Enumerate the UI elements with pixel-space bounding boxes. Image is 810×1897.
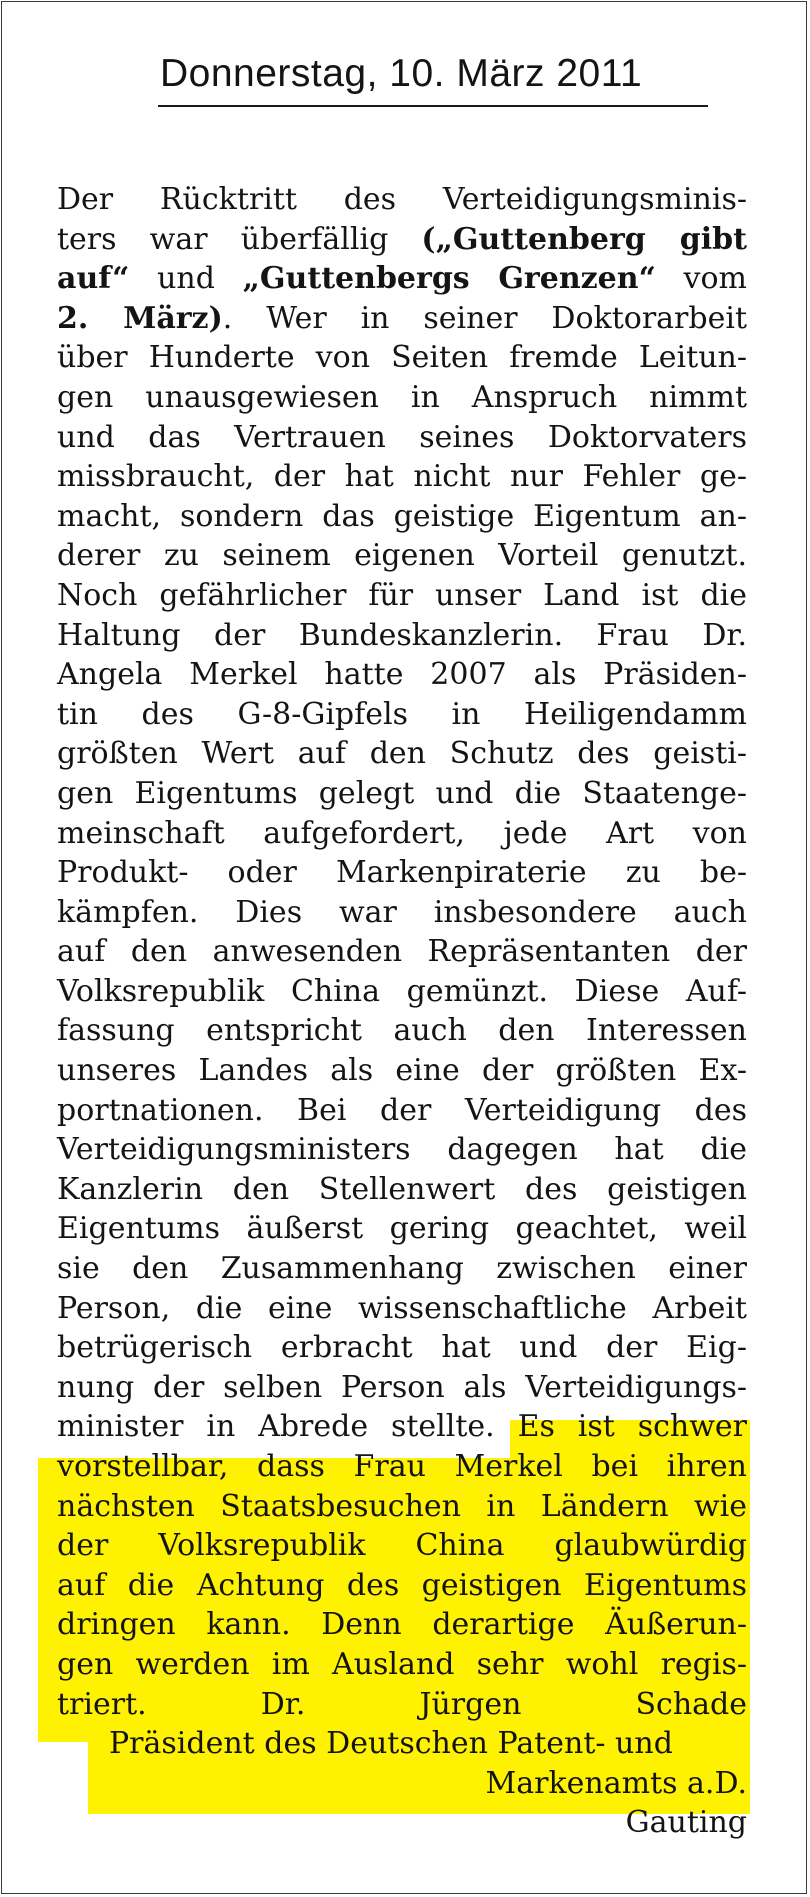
- letter-bold-text: 2. März): [57, 300, 223, 336]
- dateline: Donnerstag, 10. März 2011: [160, 52, 643, 95]
- letter-line: [57, 576, 747, 616]
- letter-text: gen unausgewiesen in Anspruch nimmt: [57, 379, 747, 415]
- letter-line: [57, 893, 747, 933]
- letter-body: [57, 180, 747, 1843]
- letter-text: Angela Merkel hatte 2007 als Präsiden-: [57, 657, 747, 693]
- letter-text: Produkt- oder Markenpiraterie zu be-: [57, 855, 747, 891]
- letter-line: [57, 1368, 747, 1408]
- letter-line: [57, 457, 747, 497]
- signature-title-2: Markenamts a.D.: [485, 1765, 747, 1801]
- letter-bold-text: („Guttenberg gibt: [421, 221, 747, 257]
- letter-line: [57, 1011, 747, 1051]
- letter-paragraph: [57, 180, 747, 1685]
- letter-text: tin des G-8-Gipfels in Heiligendamm: [57, 696, 747, 732]
- letter-text: und das Vertrauen seines Doktorvaters: [57, 419, 747, 455]
- letter-line: [57, 299, 747, 339]
- letter-line: [57, 695, 747, 735]
- letter-line: [57, 259, 747, 299]
- letter-text: gen Eigentums gelegt und die Staatenge-: [57, 775, 747, 811]
- dateline-rule: [158, 105, 708, 107]
- letter-bold-text: auf“: [57, 261, 130, 297]
- letter-text: macht, sondern das geistige Eigentum an-: [57, 498, 747, 534]
- letter-line: [57, 1209, 747, 1249]
- letter-line: [57, 1407, 747, 1447]
- letter-line: [57, 1605, 747, 1645]
- letter-bold-text: „Guttenbergs Grenzen“: [242, 261, 656, 297]
- letter-line: [57, 418, 747, 458]
- letter-line: [57, 536, 747, 576]
- signature-place: Gauting: [625, 1805, 747, 1841]
- letter-text: . Wer in seiner Doktorarbeit: [222, 300, 747, 336]
- letter-line: [57, 1091, 747, 1131]
- letter-text: kämpfen. Dies war insbesondere auch: [57, 894, 747, 930]
- letter-text: auf den anwesenden Repräsentanten der: [57, 934, 747, 970]
- letter-text: betrügerisch erbracht hat und der Eig-: [57, 1330, 747, 1366]
- letter-text: portnationen. Bei der Verteidigung des: [57, 1092, 747, 1128]
- letter-text: über Hunderte von Seiten fremde Leitun-: [57, 340, 747, 376]
- closing-word: triert.: [57, 1686, 147, 1722]
- letter-line: [57, 338, 747, 378]
- letter-text: meinschaft aufgefordert, jede Art von: [57, 815, 747, 851]
- letter-line: [57, 1526, 747, 1566]
- letter-text: Volksrepublik China gemünzt. Diese Auf-: [57, 973, 747, 1009]
- letter-text: derer zu seinem eigenen Vorteil genutzt.: [57, 538, 747, 574]
- letter-text: Eigentums äußerst gering geachtet, weil: [57, 1211, 747, 1247]
- letter-text: minister in Abrede stellte. Es ist schwer: [57, 1409, 747, 1445]
- letter-text: Haltung der Bundeskanzlerin. Frau Dr.: [57, 617, 747, 653]
- letter-text: größten Wert auf den Schutz des geisti-: [57, 736, 747, 772]
- letter-line: [57, 1249, 747, 1289]
- letter-line: [57, 1130, 747, 1170]
- letter-text: dringen kann. Denn derartige Äußerun-: [57, 1607, 747, 1643]
- letter-text: nächsten Staatsbesuchen in Ländern wie: [57, 1488, 747, 1524]
- letter-line: [57, 853, 747, 893]
- letter-text: Der Rücktritt des Verteidigungsminis-: [57, 182, 747, 217]
- letter-text: missbraucht, der hat nicht nur Fehler ge-: [57, 459, 747, 495]
- letter-line: [57, 1170, 747, 1210]
- letter-text: unseres Landes als eine der größten Ex-: [57, 1053, 747, 1089]
- letter-line: [57, 655, 747, 695]
- letter-text: gen werden im Ausland sehr wohl regis-: [57, 1646, 747, 1682]
- letter-text: Noch gefährlicher für unser Land ist die: [57, 577, 747, 613]
- letter-line: [57, 1447, 747, 1487]
- signature-name: Dr. Jürgen Schade: [260, 1686, 747, 1722]
- signature-title-1: Präsident des Deutschen Patent- und: [109, 1726, 673, 1762]
- letter-text: ters war überfällig: [57, 221, 422, 257]
- letter-text: vom: [655, 261, 747, 297]
- letter-line: [57, 1566, 747, 1606]
- letter-line: [57, 220, 747, 260]
- letter-text: sie den Zusammenhang zwischen einer: [57, 1251, 747, 1287]
- letter-line: [57, 932, 747, 972]
- letter-line: [57, 1645, 747, 1685]
- letter-line: [57, 497, 747, 537]
- letter-text: Kanzlerin den Stellenwert des geistigen: [57, 1171, 747, 1207]
- letter-text: auf die Achtung des geistigen Eigentums: [57, 1567, 747, 1603]
- letter-text: fassung entspricht auch den Interessen: [57, 1013, 747, 1049]
- letter-line: [57, 1289, 747, 1329]
- letter-text: Person, die eine wissenschaftliche Arbeit: [57, 1290, 747, 1326]
- letter-text: nung der selben Person als Verteidigungs-: [57, 1369, 747, 1405]
- letter-closing-line: [57, 1685, 747, 1725]
- letter-text: Verteidigungsministers dagegen hat die: [57, 1132, 747, 1168]
- letter-text: und: [129, 261, 243, 297]
- letter-line: [57, 180, 747, 220]
- letter-line: [57, 378, 747, 418]
- letter-line: [57, 972, 747, 1012]
- letter-text: vorstellbar, dass Frau Merkel bei ihren: [57, 1449, 747, 1484]
- letter-line: [57, 814, 747, 854]
- letter-line: [57, 1051, 747, 1091]
- letter-line: [57, 1328, 747, 1368]
- letter-line: [57, 616, 747, 656]
- letter-text: der Volksrepublik China glaubwürdig: [57, 1528, 747, 1564]
- letter-line: [57, 774, 747, 814]
- letter-line: [57, 1487, 747, 1527]
- letter-line: [57, 734, 747, 774]
